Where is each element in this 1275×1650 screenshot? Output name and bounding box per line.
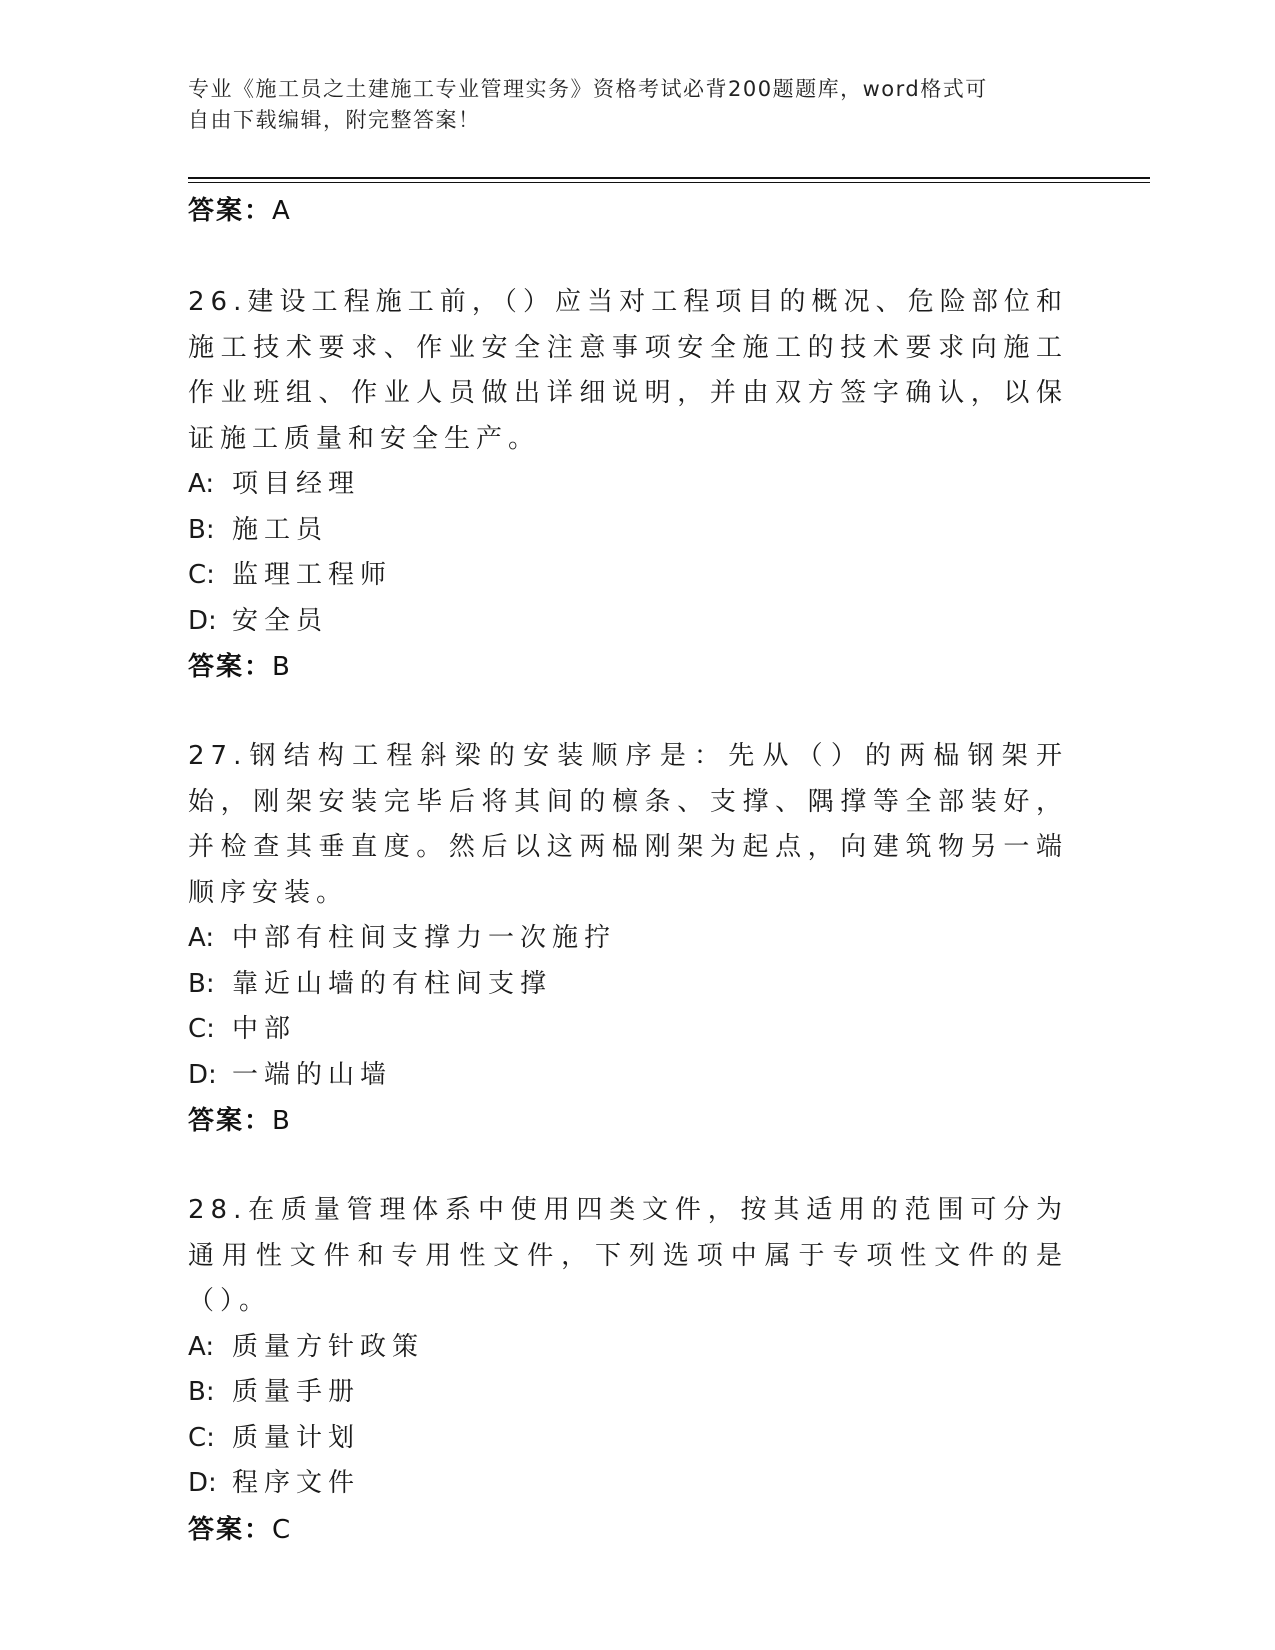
question-text: 27.钢结构工程斜梁的安装顺序是：先从（）的两榀钢架开始，刚架安装完毕后将其间的檩条、支撑、隅撑等全部装好，并检查其垂直度。然后以这两榀刚架为起点，向建筑物另一端顺序安装。 bbox=[188, 741, 1068, 908]
option-text: 质量方针政策 bbox=[232, 1331, 425, 1362]
option-text: 中部 bbox=[232, 1014, 297, 1044]
option-text: 质量手册 bbox=[232, 1377, 361, 1407]
question-28 bbox=[188, 1188, 1088, 1553]
option-text: 质量计划 bbox=[232, 1422, 361, 1453]
option-c bbox=[188, 553, 1088, 599]
option-c bbox=[188, 1416, 1088, 1462]
option-letter: B: bbox=[188, 968, 215, 999]
option-letter: D: bbox=[188, 605, 217, 636]
header-divider-thick bbox=[188, 177, 1150, 179]
option-letter: D: bbox=[188, 1468, 217, 1498]
answer-line bbox=[188, 1098, 1088, 1144]
option-b bbox=[188, 962, 1088, 1008]
previous-answer bbox=[188, 188, 1088, 234]
question-27 bbox=[188, 734, 1088, 1144]
option-c bbox=[188, 1007, 1088, 1053]
option-text: 靠近山墙的有柱间支撑 bbox=[232, 968, 553, 999]
answer-value: B bbox=[272, 1106, 292, 1136]
answer-value: B bbox=[272, 652, 292, 682]
answer-label: 答案： bbox=[188, 1106, 273, 1136]
question-26 bbox=[188, 280, 1088, 690]
option-a bbox=[188, 462, 1088, 508]
option-text: 程序文件 bbox=[232, 1468, 361, 1498]
option-letter: A: bbox=[188, 469, 215, 499]
answer-line bbox=[188, 644, 1088, 690]
answer-label: 答案： bbox=[188, 652, 273, 682]
option-a bbox=[188, 1325, 1088, 1371]
option-text: 监理工程师 bbox=[232, 560, 393, 590]
option-text: 施工员 bbox=[232, 514, 329, 545]
question-text: 26.建设工程施工前，（）应当对工程项目的概况、危险部位和施工技术要求、作业安全注意事项安全施工的技术要求向施工作业班组、作业人员做出详细说明，并由双方签字确认，以保证施工质量和安全生产。 bbox=[188, 287, 1068, 454]
option-a bbox=[188, 916, 1088, 962]
option-letter: A: bbox=[188, 923, 215, 953]
question-text: 28.在质量管理体系中使用四类文件，按其适用的范围可分为通用性文件和专用性文件，下列选项中属于专项性文件的是（）。 bbox=[188, 1195, 1068, 1316]
option-text: 一端的山墙 bbox=[232, 1059, 393, 1090]
question-list bbox=[188, 188, 1088, 1553]
option-b bbox=[188, 508, 1088, 554]
document-header bbox=[188, 74, 1068, 136]
option-text: 安全员 bbox=[232, 605, 329, 636]
option-d bbox=[188, 1053, 1088, 1099]
answer-value: A bbox=[272, 196, 292, 226]
header-line-1: 专业《施工员之土建施工专业管理实务》资格考试必背200题题库，word格式可 bbox=[188, 77, 988, 101]
option-letter: B: bbox=[188, 1377, 215, 1407]
option-b bbox=[188, 1370, 1088, 1416]
answer-label: 答案： bbox=[188, 196, 273, 226]
answer-label: 答案： bbox=[188, 1514, 273, 1545]
option-letter: D: bbox=[188, 1059, 217, 1090]
answer-line bbox=[188, 1507, 1088, 1553]
header-divider-thin bbox=[188, 182, 1150, 183]
option-letter: C: bbox=[188, 1014, 215, 1044]
option-letter: C: bbox=[188, 560, 215, 590]
option-d bbox=[188, 1461, 1088, 1507]
option-d bbox=[188, 599, 1088, 645]
option-letter: C: bbox=[188, 1422, 215, 1453]
header-line-2: 自由下载编辑，附完整答案！ bbox=[188, 108, 481, 132]
option-text: 中部有柱间支撑力一次施拧 bbox=[232, 923, 617, 953]
answer-value: C bbox=[272, 1514, 293, 1545]
option-letter: B: bbox=[188, 514, 215, 545]
option-letter: A: bbox=[188, 1331, 215, 1362]
option-text: 项目经理 bbox=[232, 469, 361, 499]
